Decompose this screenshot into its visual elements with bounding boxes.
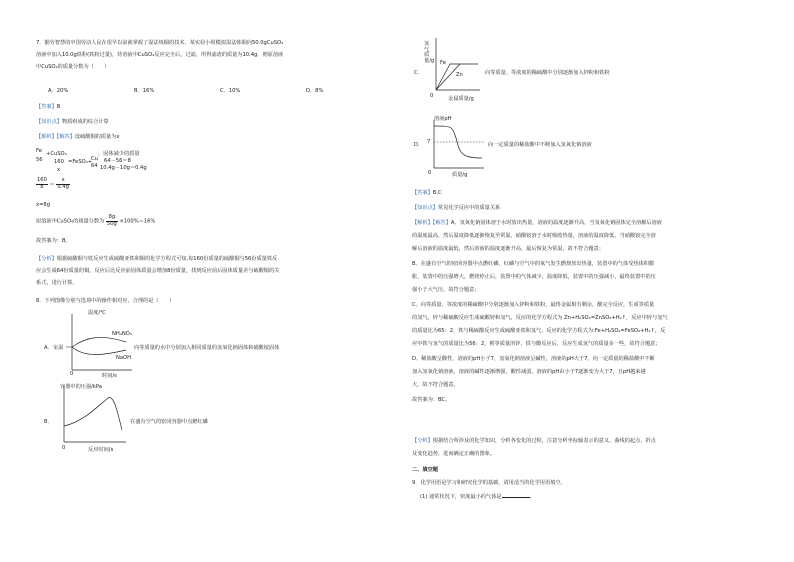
q8-stem: 8．下列图像分别与选项中的操作相对应，合理的是（ ）	[36, 298, 175, 304]
eq-plus-cuso4: +CuSO₄	[46, 151, 67, 157]
q8-c-origin: 0	[430, 93, 434, 99]
fenxi-tag: 【分析】	[36, 256, 57, 262]
q8-analysis-line4: 胀，装置中的压强增大，燃烧停止后，装置中的气体减少，温度降低，装置中的压强减小，最终装置中的压	[412, 274, 656, 280]
q8-c-ylabel: 氢气质量/g	[424, 41, 435, 65]
q8-d-letter: D．	[414, 142, 424, 148]
answer-value: B,C	[432, 190, 442, 196]
ratio-n2: x	[56, 178, 70, 185]
q8-a-origin: 0	[70, 371, 74, 377]
q8-analysis-line12: 大，故不符合题意。	[412, 382, 459, 388]
q8-analysis-line3: B、在盛有空气的密闭容器中点燃红磷，红磷与空气中的氧气发生燃烧放出热量，装置中的气体受热体积膨	[412, 261, 655, 267]
eq-160: 160	[54, 159, 64, 165]
q8-a-series2: NaOH	[116, 355, 132, 361]
fenxi-tag: 【分析】	[412, 438, 433, 444]
q9-sub1-text: (1) 通常状况下，密度最小的气体是	[420, 494, 502, 500]
q8-analysis-line2: 解后溶液的温度最低，然后溶液的温度逐渐升高，最后恢复为常温，故不符合题意；	[412, 246, 604, 252]
answer-tag: 【答案】	[412, 190, 433, 196]
q8-b-letter: B．	[44, 419, 53, 425]
q8-a-desc: 向等质量的水中分别加入相同质量的氢氧化钠固体和硝酸铵固体	[134, 345, 280, 351]
kp-tag: 【知识点】	[412, 205, 438, 211]
q8-fenxi-line2: 及变化趋势，进而确定正确的图象。	[412, 451, 496, 457]
q7-conclusion: 故答案为：B。	[36, 238, 71, 244]
q8-c-xlabel: 金属质量/g	[448, 96, 474, 102]
answer-value: B	[56, 104, 61, 110]
q8-knowledge-point	[412, 205, 500, 212]
q8-analysis-line5: 强小于大气压，故符合题意；	[412, 287, 480, 293]
q8-b-graph	[58, 384, 128, 446]
q8-d-tick7: 7	[427, 139, 431, 145]
q8-d-origin: 0	[428, 170, 432, 176]
q8-a-ylabel: 温度/℃	[88, 310, 106, 316]
q8-analysis-line9: 应中铁与氢气的质量比为56：2，则等质量的锌、铁与酸反应后，反应生成氢气的质量多一些，故符合题意；	[412, 341, 661, 347]
q9-stem: 9．化学用语是学习和研究化学的基础，请用适当的化学用语填空。	[412, 480, 566, 486]
q8-a-side: 室温	[53, 345, 64, 351]
ratio-eq: ＝	[49, 181, 55, 188]
result-x: x=8g	[36, 202, 51, 208]
q8-b-ylabel: 容器中的压强/kPa	[60, 384, 102, 390]
section-title: 二、填空题	[412, 467, 438, 473]
q7-stem-line1: 7．勤劳智慧的中国劳动人民在很早以前就掌握了湿法炼铜的技术．某实验小组模拟湿法炼铜向50.0gCuSO₄	[36, 40, 284, 46]
q8-analysis-line1: 的温度最高，然后温度降低逐渐恢复至常温，硝酸铵溶于水时吸收热量，溶液的温度降低，当硝酸铵完全溶	[412, 233, 656, 239]
q8-b-origin: 0	[62, 445, 66, 451]
q8-a-xlabel: 时间/s	[102, 373, 117, 379]
q8-analysis-line7: 的氢气，锌与稀硫酸反应生成硫酸锌和氢气，反应的化学方程式为 Zn+H₂SO₄=ZnSO₄+H₂↑，反应中锌与氢气	[412, 315, 668, 321]
q8-a-graph	[66, 312, 134, 374]
q8-b-desc: 在盛有空气的密闭容器中点燃红磷	[130, 419, 208, 425]
answer-tag: 【答案】	[36, 104, 57, 110]
q8-analysis-line11: 加入氢氧化钠溶液，溶液的碱性逐渐增强，酸性减弱，溶液的pH由小于7逐渐变为大于7，且pH越来越	[412, 369, 646, 375]
q8-d-desc: 向一定质量的稀盐酸中不断加入氢氧化钠溶液	[488, 142, 592, 148]
q8-c-series1: Fe	[440, 60, 446, 66]
q8-c-series2: Zn	[456, 72, 463, 78]
q7-knowledge-point	[36, 119, 109, 126]
kp-value: 常见化学反应中的质量关系	[437, 205, 501, 211]
q7-stem-line2: 溶液中加入10.0g铁粉(铁粉过量)，待溶液中CuSO₄反应完全后，过滤，所得滤渣的质量为10.4g．则原溶液	[36, 52, 284, 58]
ratio-d1: 8	[40, 183, 44, 190]
q9-sub1	[420, 494, 535, 501]
ratio-d2: 0.4g	[57, 183, 69, 190]
q8-b-xlabel: 反应时间/s	[88, 447, 114, 453]
eq-56: 56	[36, 157, 43, 163]
q8-a-series1: NH₄NO₃	[112, 331, 132, 337]
b-curve	[64, 397, 122, 430]
q7-fenxi-line2: 应会生成64份质量的铜，反应后比反应前固体质量会增加8份质量，找到反应前后固体质量差与硫酸铜的关	[36, 268, 280, 274]
frac-d: 50g	[106, 220, 117, 227]
q8-analysis-line10: D、稀盐酸呈酸性，溶液的pH小于7，氢氧化钠溶液呈碱性，溶液的pH大于7，向一定质量的稀盐酸中不断	[412, 356, 655, 362]
a-curve-lower	[72, 347, 126, 355]
q7-stem-line3: 中CuSO₄的质量分数为（ ）	[36, 64, 110, 70]
ratio	[36, 178, 70, 190]
eq-mass: 10.4g－10g＝0.4g	[100, 165, 147, 171]
eq-64: 64	[91, 163, 98, 169]
frac-n: 8g	[106, 215, 118, 222]
q7-fenxi-line3: 系式，进行计算。	[36, 280, 78, 286]
q7-option-b: B．16%	[134, 88, 155, 94]
q8-d-ylabel: 溶液pH	[434, 116, 452, 122]
q7-option-c: C．10%	[220, 88, 241, 94]
q7-analysis-intro	[36, 134, 119, 141]
q8-analysis-line6: C、向等质量、等浓度的稀硫酸中分别逐渐加入锌粉和铁粉，最终金属相有剩余，酸完全反应，生成等质量	[412, 302, 655, 308]
analysis-text0: A、氢氧化钠固体溶于水时放出热量，溶液的温度逐渐升高，当氢氧化钠固体完全溶解后溶液	[450, 220, 662, 226]
q9-sub1-blank[interactable]	[502, 497, 530, 498]
q8-c-letter: C．	[414, 70, 423, 76]
fraction-prefix: 原溶液中CuSO₄的质量分数为	[36, 218, 105, 225]
eq-x: x	[57, 167, 61, 173]
q8-fenxi-line1	[412, 438, 656, 445]
q8-d-xlabel: 质量/g	[452, 172, 468, 178]
fenxi-text1: 根据硫酸铜与铁反应生成硫酸亚铁和铜的化学方程式可知,每160份质量的硫酸铜与56份质量铁反	[56, 256, 278, 262]
q7-option-d: D．8%	[306, 88, 324, 94]
q7-option-a: A．20%	[48, 88, 69, 94]
q8-conclusion: 故答案为：BC。	[412, 397, 451, 403]
eq-fe: Fe	[36, 148, 42, 154]
analysis-tag: 【解析】【解答】	[412, 220, 451, 226]
q8-answer	[412, 190, 442, 197]
kp-value: 物质组成的综合计算	[61, 119, 109, 125]
a-curve-upper	[72, 337, 126, 347]
kp-tag: 【知识点】	[36, 119, 62, 125]
q8-analysis-line8: 的质量比为65：2，铁与稀硫酸反应生成硫酸亚铁和氢气，反应的化学方程式为:Fe+H₂SO₄=FeSO₄+H₂↑，反	[412, 328, 666, 334]
eq-cu: Cu	[91, 156, 98, 162]
q7-answer	[36, 104, 60, 111]
q7-fenxi-line1	[36, 256, 277, 263]
eq-mid: =FeSO₄+	[68, 159, 93, 165]
eq-diff: 64－56＝8	[104, 158, 131, 164]
q8-c-desc: 向等质量、等浓度的稀硫酸中分别逐渐加入锌粉和铁粉	[485, 70, 610, 76]
eq-solid-note: ，固体减少的质量	[98, 151, 140, 157]
q9-sub1-end: 。	[529, 494, 535, 500]
fraction-suffix: ×100%＝16%	[119, 218, 156, 225]
ratio-n1: 160	[37, 177, 47, 183]
q8-analysis-line0	[412, 220, 662, 227]
q8-d-graph	[430, 118, 486, 174]
analysis-intro: 设硫酸铜的质量为x	[74, 134, 120, 140]
fenxi-text1: 根据结合所涉及的化学知识，分析各变化的过程，注意分析坐标轴表示的意义、曲线的起点、折点	[432, 438, 656, 444]
q8-a-letter: A．	[44, 345, 53, 351]
analysis-tag: 【解析】【解答】	[36, 134, 75, 140]
mass-fraction	[36, 215, 155, 227]
